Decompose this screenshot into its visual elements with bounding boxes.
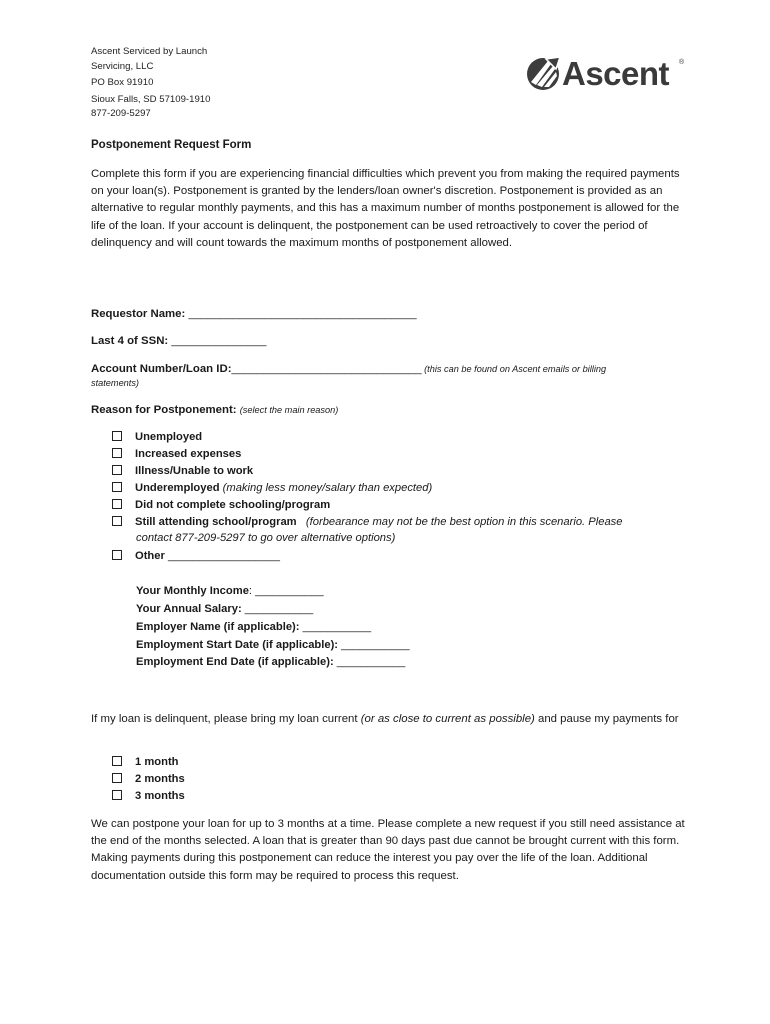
field-hint-cont: statements)	[91, 378, 139, 388]
intro-paragraph: Complete this form if you are experiencing financial difficulties which prevent you from making the required payments on your loan(s). Postponement is granted by the lenders/loan owner's discretion. Postponement is provided as an alternative to regular monthly payments, and this has a maximum number of months postponement is allowed for the life of the loan. If your account is delinquent, the postponement can be used retroactively to cover the period of delinquency and will count towards the maximum months of postponement allowed.	[91, 168, 680, 249]
reason-option[interactable]	[112, 516, 622, 528]
reason-option[interactable]	[112, 431, 202, 443]
option-note: (forbearance may not be the best option in this scenario. Please	[296, 516, 623, 528]
address-line: Servicing, LLC	[91, 60, 154, 72]
employment-end-field[interactable]	[136, 656, 405, 668]
option-label: Increased expenses	[135, 448, 242, 460]
option-label: Did not complete schooling/program	[135, 499, 331, 511]
field-label: Employer Name (if applicable):	[136, 621, 303, 633]
sender-address	[91, 45, 210, 122]
option-label: Illness/Unable to work	[135, 465, 254, 477]
field-label: Account Number/Loan ID:	[91, 363, 232, 375]
option-label: Still attending school/program	[135, 516, 297, 528]
field-blank[interactable]: _______________	[171, 335, 267, 347]
checkbox[interactable]	[112, 431, 122, 441]
checkbox[interactable]	[112, 790, 122, 800]
field-label: Your Annual Salary:	[136, 603, 245, 615]
reason-option[interactable]	[112, 448, 241, 460]
requestor-name-field[interactable]	[91, 308, 417, 320]
employer-name-field[interactable]	[136, 621, 371, 633]
reason-option[interactable]	[112, 482, 432, 494]
account-number-field[interactable]	[91, 363, 606, 375]
field-label: Requestor Name:	[91, 308, 189, 320]
field-blank[interactable]: ___________	[302, 621, 372, 633]
checkbox[interactable]	[112, 465, 122, 475]
reason-option[interactable]	[112, 550, 280, 562]
ssn-field[interactable]	[91, 335, 266, 347]
field-label: Employment Start Date (if applicable):	[136, 639, 342, 651]
address-line: Ascent Serviced by Launch	[91, 46, 208, 57]
option-label: Underemployed	[135, 482, 220, 494]
checkbox[interactable]	[112, 756, 122, 766]
registered-mark: ®	[679, 59, 685, 66]
field-blank[interactable]: ___________	[336, 656, 406, 668]
delinquent-text: If my loan is delinquent, please bring my loan current	[91, 713, 361, 725]
delinquent-paragraph	[91, 711, 691, 728]
field-hint: (this can be found on Ascent emails or billing	[421, 364, 607, 374]
reason-option[interactable]	[112, 499, 330, 511]
option-note: (making less money/salary than expected)	[219, 482, 433, 494]
other-blank[interactable]: __________________	[164, 550, 280, 562]
field-colon: :	[248, 585, 253, 597]
pause-option[interactable]	[112, 773, 185, 785]
field-blank[interactable]: ___________	[244, 603, 314, 615]
ascent-mark-icon	[526, 55, 562, 93]
field-label: Last 4 of SSN:	[91, 335, 172, 347]
option-label: 1 month	[135, 756, 179, 768]
phone-number: 877-209-5297	[91, 108, 151, 119]
pause-option[interactable]	[112, 756, 179, 768]
option-label: Unemployed	[135, 431, 203, 443]
pause-option[interactable]	[112, 790, 185, 802]
checkbox[interactable]	[112, 448, 122, 458]
field-label: Your Monthly Income	[136, 585, 249, 597]
address-line: Sioux Falls, SD 57109-1910	[91, 93, 211, 105]
delinquent-text: and pause my payments for	[534, 713, 679, 725]
monthly-income-field[interactable]	[136, 585, 324, 597]
checkbox[interactable]	[112, 499, 122, 509]
field-blank[interactable]: ______________________________	[231, 363, 422, 375]
option-label: 3 months	[135, 790, 185, 802]
field-blank[interactable]: ___________	[252, 585, 324, 597]
option-label: 2 months	[135, 773, 185, 785]
option-label: Other	[135, 550, 165, 562]
delinquent-text-italic: (or as close to current as possible)	[360, 713, 535, 725]
reason-option[interactable]	[112, 465, 253, 477]
employment-start-field[interactable]	[136, 639, 410, 651]
checkbox[interactable]	[112, 773, 122, 783]
logo-wordmark: Ascent	[562, 55, 670, 92]
reason-label: Reason for Postponement:	[91, 404, 240, 416]
checkbox[interactable]	[112, 550, 122, 560]
checkbox[interactable]	[112, 482, 122, 492]
address-line: PO Box 91910	[91, 77, 154, 88]
reason-heading	[91, 404, 338, 416]
field-label: Employment End Date (if applicable):	[136, 656, 337, 668]
annual-salary-field[interactable]	[136, 603, 313, 615]
field-blank[interactable]: ____________________________________	[188, 308, 417, 320]
form-title: Postponement Request Form	[91, 139, 252, 151]
ascent-logo	[526, 55, 694, 95]
closing-paragraph: We can postpone your loan for up to 3 months at a time. Please complete a new request if you still need assistance at the end of the months selected. A loan that is greater than 90 days past due cannot be brought current with this form. Making payments during this postponement can reduce the interest you pay over the life of the loan. Additional documentation outside this form may be required to process this request.	[91, 818, 685, 882]
field-blank[interactable]: ___________	[341, 639, 410, 651]
checkbox[interactable]	[112, 516, 122, 526]
option-note-cont: contact 877-209-5297 to go over alternative options)	[136, 532, 396, 544]
reason-note: (select the main reason)	[239, 405, 339, 415]
